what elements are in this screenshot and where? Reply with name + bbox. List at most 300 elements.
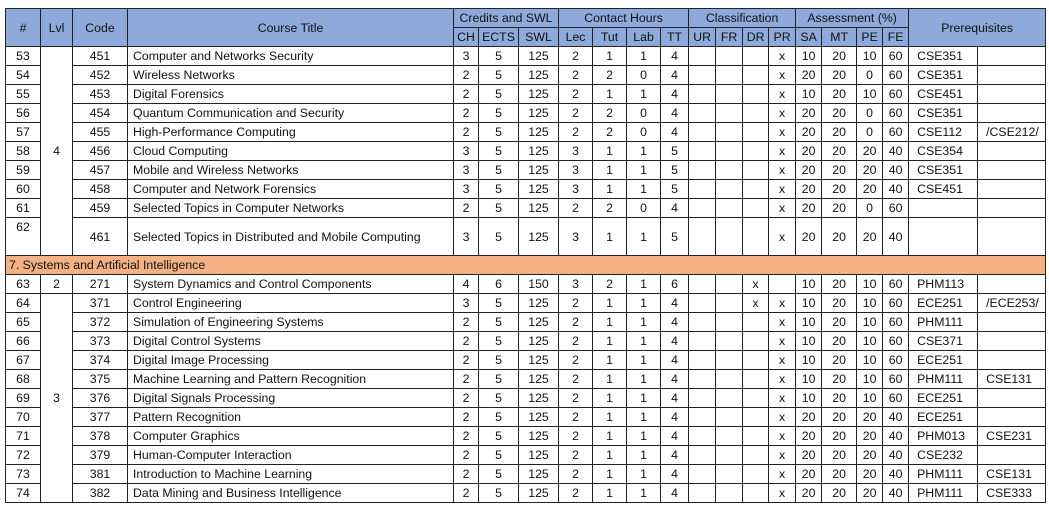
cell-num: 73 [6,465,41,484]
cell-prerequisite-1: ECE251 [909,294,978,313]
cell-code: 456 [73,142,128,161]
table-row [6,446,1046,465]
cell-fr [716,389,743,408]
cell-pr: x [769,123,796,142]
cell-pr: x [769,218,796,256]
cell-dr: x [743,294,769,313]
cell-tut: 1 [593,85,627,104]
cell-dr [743,465,769,484]
cell-course-title: Cloud Computing [128,142,454,161]
cell-course-title: Quantum Communication and Security [128,104,454,123]
cell-lab: 1 [627,389,661,408]
cell-ch: 2 [454,351,479,370]
subheader-ur: UR [689,28,716,47]
cell-course-title: Simulation of Engineering Systems [128,313,454,332]
table-row [6,370,1046,389]
cell-code: 461 [73,218,128,256]
cell-num: 62 [6,218,41,256]
cell-ur [689,484,716,503]
cell-prerequisite-1: CSE351 [909,47,978,66]
cell-swl: 125 [519,294,559,313]
cell-code: 382 [73,484,128,503]
cell-lec: 2 [559,351,593,370]
cell-mt: 20 [822,408,857,427]
cell-fr [716,313,743,332]
cell-dr [743,199,769,218]
cell-fe: 40 [883,427,909,446]
cell-lab: 0 [627,199,661,218]
cell-prerequisite-1: PHM113 [909,275,978,294]
cell-tut: 1 [593,332,627,351]
cell-pe: 10 [857,275,883,294]
cell-lab: 1 [627,47,661,66]
cell-ch: 2 [454,66,479,85]
cell-prerequisite-2 [978,332,1046,351]
cell-num: 74 [6,484,41,503]
cell-course-title: Data Mining and Business Intelligence [128,484,454,503]
cell-swl: 125 [519,66,559,85]
cell-tt: 4 [661,313,689,332]
cell-sa: 20 [796,465,822,484]
cell-ects: 5 [479,465,519,484]
cell-code: 378 [73,427,128,446]
cell-lab: 1 [627,465,661,484]
cell-mt: 20 [822,47,857,66]
cell-dr [743,484,769,503]
cell-tt: 4 [661,370,689,389]
cell-prerequisite-1: CSE354 [909,142,978,161]
cell-prerequisite-2 [978,47,1046,66]
cell-pe: 0 [857,123,883,142]
cell-lec: 2 [559,389,593,408]
table-row [6,218,1046,256]
header-course-title: Course Title [128,9,454,47]
cell-pr: x [769,161,796,180]
subheader-swl: SWL [519,28,559,47]
cell-tt: 4 [661,123,689,142]
cell-tt: 4 [661,408,689,427]
cell-swl: 125 [519,123,559,142]
cell-mt: 20 [822,123,857,142]
cell-pe: 20 [857,408,883,427]
cell-swl: 125 [519,389,559,408]
cell-tut: 1 [593,484,627,503]
cell-ur [689,313,716,332]
cell-num: 67 [6,351,41,370]
cell-ects: 5 [479,370,519,389]
cell-ur [689,389,716,408]
cell-num: 57 [6,123,41,142]
cell-swl: 125 [519,370,559,389]
cell-tt: 5 [661,180,689,199]
cell-ects: 5 [479,218,519,256]
cell-mt: 20 [822,199,857,218]
cell-lec: 3 [559,218,593,256]
cell-lec: 3 [559,275,593,294]
cell-sa: 20 [796,199,822,218]
cell-fe: 40 [883,465,909,484]
cell-pe: 10 [857,389,883,408]
table-row [6,351,1046,370]
cell-prerequisite-1: ECE251 [909,351,978,370]
cell-tt: 4 [661,85,689,104]
cell-lab: 1 [627,484,661,503]
cell-prerequisite-1: PHM111 [909,484,978,503]
cell-swl: 150 [519,275,559,294]
cell-pe: 20 [857,465,883,484]
cell-course-title: Control Engineering [128,294,454,313]
cell-prerequisite-1: ECE251 [909,408,978,427]
cell-ects: 5 [479,199,519,218]
cell-pe: 0 [857,199,883,218]
cell-swl: 125 [519,351,559,370]
cell-ch: 2 [454,446,479,465]
cell-tt: 4 [661,199,689,218]
cell-swl: 125 [519,446,559,465]
cell-fr [716,275,743,294]
cell-mt: 20 [822,294,857,313]
cell-code: 371 [73,294,128,313]
cell-code: 377 [73,408,128,427]
cell-code: 458 [73,180,128,199]
cell-fr [716,332,743,351]
cell-fr [716,465,743,484]
cell-pr: x [769,351,796,370]
cell-code: 451 [73,47,128,66]
cell-ch: 3 [454,161,479,180]
cell-pe: 10 [857,313,883,332]
cell-pr: x [769,408,796,427]
cell-lec: 2 [559,123,593,142]
cell-ch: 2 [454,123,479,142]
cell-lec: 2 [559,408,593,427]
cell-ects: 5 [479,351,519,370]
cell-prerequisite-2 [978,180,1046,199]
cell-fe: 60 [883,351,909,370]
cell-course-title: Computer Graphics [128,427,454,446]
cell-pr: x [769,180,796,199]
cell-ch: 2 [454,465,479,484]
cell-ch: 3 [454,218,479,256]
cell-tut: 1 [593,370,627,389]
cell-lec: 2 [559,47,593,66]
cell-course-title: Pattern Recognition [128,408,454,427]
cell-sa: 20 [796,123,822,142]
cell-dr [743,161,769,180]
cell-ch: 2 [454,85,479,104]
cell-mt: 20 [822,427,857,446]
table-row [6,313,1046,332]
cell-ur [689,370,716,389]
cell-sa: 20 [796,66,822,85]
cell-tut: 1 [593,313,627,332]
cell-ects: 5 [479,408,519,427]
cell-pe: 10 [857,351,883,370]
subheader-tt: TT [661,28,689,47]
cell-pe: 0 [857,66,883,85]
cell-pr: x [769,484,796,503]
cell-mt: 20 [822,313,857,332]
cell-sa: 20 [796,180,822,199]
cell-mt: 20 [822,351,857,370]
cell-prerequisite-1: PHM111 [909,370,978,389]
cell-mt: 20 [822,180,857,199]
cell-tut: 1 [593,446,627,465]
cell-dr [743,123,769,142]
cell-ur [689,427,716,446]
course-table [5,8,1046,503]
cell-prerequisite-1: CSE451 [909,85,978,104]
cell-tut: 1 [593,218,627,256]
cell-fe: 40 [883,161,909,180]
cell-tut: 1 [593,294,627,313]
cell-code: 372 [73,313,128,332]
cell-tut: 2 [593,104,627,123]
header-assessment: Assessment (%) [796,9,909,28]
cell-lec: 2 [559,294,593,313]
cell-fe: 60 [883,332,909,351]
cell-lec: 2 [559,66,593,85]
cell-ur [689,465,716,484]
cell-ur [689,275,716,294]
table-row [6,408,1046,427]
cell-prerequisite-2 [978,161,1046,180]
cell-sa: 20 [796,446,822,465]
cell-tt: 4 [661,427,689,446]
cell-fe: 60 [883,370,909,389]
cell-mt: 20 [822,465,857,484]
cell-pe: 20 [857,427,883,446]
cell-fe: 40 [883,180,909,199]
cell-fr [716,180,743,199]
cell-num: 72 [6,446,41,465]
cell-dr [743,446,769,465]
cell-fr [716,142,743,161]
cell-pe: 10 [857,332,883,351]
cell-prerequisite-1: PHM111 [909,313,978,332]
cell-ch: 2 [454,408,479,427]
cell-course-title: Human-Computer Interaction [128,446,454,465]
cell-swl: 125 [519,47,559,66]
table-row [6,123,1046,142]
cell-prerequisite-2 [978,446,1046,465]
cell-fr [716,294,743,313]
section-row [6,256,1046,275]
cell-swl: 125 [519,332,559,351]
cell-prerequisite-2 [978,351,1046,370]
cell-level: 4 [41,47,73,256]
cell-fr [716,446,743,465]
cell-code: 375 [73,370,128,389]
cell-tut: 1 [593,465,627,484]
cell-ur [689,142,716,161]
table-row [6,427,1046,446]
header-contact-hours: Contact Hours [559,9,689,28]
cell-pe: 10 [857,370,883,389]
cell-pr: x [769,199,796,218]
subheader-pe: PE [857,28,883,47]
cell-ects: 5 [479,123,519,142]
cell-swl: 125 [519,218,559,256]
cell-lec: 2 [559,85,593,104]
cell-code: 452 [73,66,128,85]
cell-pr: x [769,142,796,161]
cell-tut: 2 [593,123,627,142]
cell-tt: 4 [661,66,689,85]
cell-fr [716,104,743,123]
cell-pe: 20 [857,484,883,503]
subheader-lec: Lec [559,28,593,47]
cell-swl: 125 [519,465,559,484]
cell-fr [716,47,743,66]
cell-ur [689,294,716,313]
cell-fr [716,218,743,256]
subheader-sa: SA [796,28,822,47]
cell-fr [716,66,743,85]
cell-fr [716,370,743,389]
cell-ur [689,408,716,427]
cell-tt: 4 [661,47,689,66]
cell-pe: 20 [857,180,883,199]
table-row [6,47,1046,66]
header-credits: Credits and SWL [454,9,559,28]
cell-prerequisite-2 [978,142,1046,161]
cell-dr [743,389,769,408]
cell-swl: 125 [519,85,559,104]
cell-num: 54 [6,66,41,85]
cell-dr [743,47,769,66]
cell-prerequisite-1 [909,218,978,256]
cell-prerequisite-1: CSE451 [909,180,978,199]
cell-ects: 5 [479,294,519,313]
cell-code: 454 [73,104,128,123]
cell-tut: 2 [593,275,627,294]
cell-fe: 40 [883,218,909,256]
subheader-pr: PR [769,28,796,47]
cell-mt: 20 [822,275,857,294]
cell-ects: 5 [479,427,519,446]
cell-pr: x [769,370,796,389]
cell-fe: 60 [883,389,909,408]
cell-sa: 20 [796,484,822,503]
cell-pr: x [769,294,796,313]
cell-prerequisite-1: CSE232 [909,446,978,465]
cell-mt: 20 [822,142,857,161]
cell-pe: 20 [857,446,883,465]
cell-code: 271 [73,275,128,294]
cell-course-title: Selected Topics in Distributed and Mobile Computing [128,218,454,256]
cell-sa: 10 [796,294,822,313]
cell-num: 58 [6,142,41,161]
cell-ch: 2 [454,389,479,408]
cell-prerequisite-2 [978,389,1046,408]
cell-pr: x [769,47,796,66]
cell-pr: x [769,465,796,484]
cell-course-title: Wireless Networks [128,66,454,85]
cell-num: 56 [6,104,41,123]
cell-ects: 5 [479,47,519,66]
cell-pe: 10 [857,85,883,104]
cell-tt: 4 [661,389,689,408]
cell-num: 65 [6,313,41,332]
cell-fe: 60 [883,104,909,123]
cell-course-title: Digital Signals Processing [128,389,454,408]
cell-dr [743,370,769,389]
cell-ects: 6 [479,275,519,294]
cell-ur [689,161,716,180]
cell-lec: 2 [559,446,593,465]
cell-swl: 125 [519,408,559,427]
cell-pe: 20 [857,142,883,161]
cell-ects: 5 [479,332,519,351]
cell-course-title: Selected Topics in Computer Networks [128,199,454,218]
cell-ects: 5 [479,85,519,104]
table-row [6,332,1046,351]
cell-prerequisite-2: CSE131 [978,370,1046,389]
cell-prerequisite-2 [978,313,1046,332]
cell-ects: 5 [479,161,519,180]
cell-tut: 1 [593,408,627,427]
cell-level: 3 [41,294,73,503]
cell-tt: 4 [661,332,689,351]
cell-course-title: Digital Control Systems [128,332,454,351]
cell-swl: 125 [519,313,559,332]
cell-fe: 40 [883,142,909,161]
cell-num: 71 [6,427,41,446]
cell-prerequisite-1: CSE351 [909,161,978,180]
cell-sa: 10 [796,313,822,332]
cell-tt: 5 [661,161,689,180]
cell-fr [716,484,743,503]
cell-course-title: Machine Learning and Pattern Recognition [128,370,454,389]
cell-ects: 5 [479,446,519,465]
cell-tut: 2 [593,199,627,218]
cell-code: 379 [73,446,128,465]
cell-ch: 2 [454,427,479,446]
cell-sa: 10 [796,47,822,66]
cell-code: 455 [73,123,128,142]
cell-ects: 5 [479,484,519,503]
header-level: Lvl [41,9,73,47]
cell-sa: 10 [796,332,822,351]
header-code: Code [73,9,128,47]
cell-pr: x [769,446,796,465]
cell-num: 61 [6,199,41,218]
subheader-dr: DR [743,28,769,47]
cell-lec: 2 [559,465,593,484]
cell-mt: 20 [822,332,857,351]
cell-prerequisite-2: /ECE253/ [978,294,1046,313]
cell-ch: 2 [454,104,479,123]
cell-pr: x [769,332,796,351]
cell-ch: 2 [454,199,479,218]
cell-ch: 3 [454,142,479,161]
cell-tt: 4 [661,351,689,370]
cell-prerequisite-1: CSE351 [909,66,978,85]
cell-num: 63 [6,275,41,294]
cell-tt: 5 [661,142,689,161]
cell-lec: 3 [559,180,593,199]
cell-ch: 2 [454,370,479,389]
cell-prerequisite-2 [978,275,1046,294]
cell-course-title: Digital Forensics [128,85,454,104]
subheader-fe: FE [883,28,909,47]
cell-swl: 125 [519,161,559,180]
cell-num: 69 [6,389,41,408]
cell-swl: 125 [519,484,559,503]
cell-ur [689,180,716,199]
cell-pr: x [769,389,796,408]
